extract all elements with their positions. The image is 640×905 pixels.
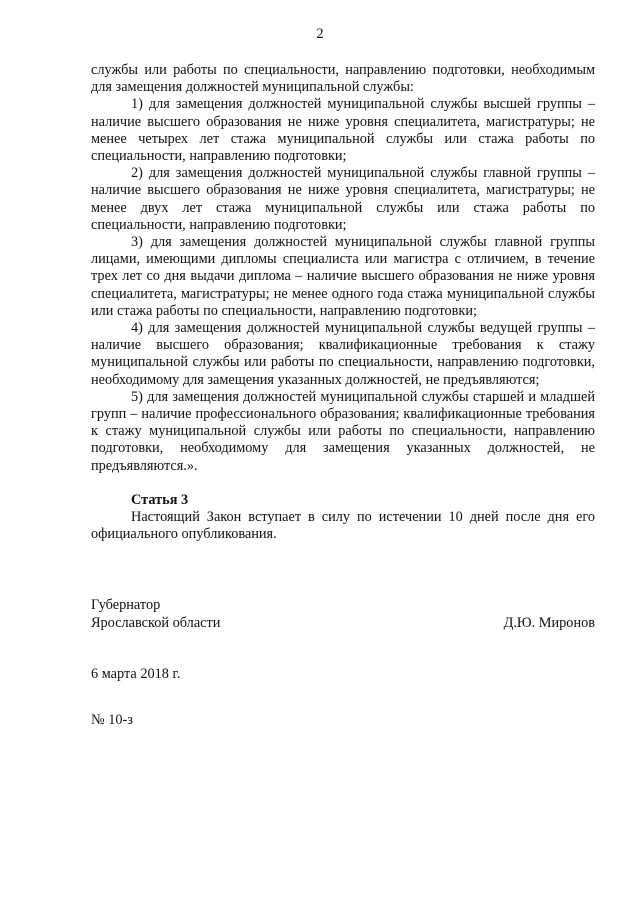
signature-block bbox=[91, 596, 595, 632]
document-body bbox=[91, 62, 595, 543]
signatory-name: Д.Ю. Миронов bbox=[503, 615, 595, 631]
list-item: 1) для замещения должностей муниципальной службы высшей группы – наличие высшего образования не ниже уровня специалитета, магистратуры; не менее четырех лет стажа муниципальной службы или стажа работы по специальности, направлению подготовки; bbox=[91, 96, 595, 165]
signatory-region: Ярославской области bbox=[91, 615, 221, 631]
article-heading: Статья 3 bbox=[131, 491, 189, 508]
list-item: 2) для замещения должностей муниципальной службы главной группы – наличие высшего образования не ниже уровня специалитета, магистратуры; не менее двух лет стажа муниципальной службы или стажа работы по специальности, направлению подготовки; bbox=[91, 165, 595, 233]
list-item: 3) для замещения должностей муниципальной службы главной группы лицами, имеющими дипломы специалиста или магистра с отличием, в течение трех лет со дня выдачи диплома – наличие высшего образования не ниже уровня специалитета, магистратуры; не менее одного года стажа муниципальной службы или стажа работы по специальности, направлению подготовки; bbox=[91, 234, 595, 319]
document-date: 6 марта 2018 г. bbox=[91, 666, 181, 682]
continuation-paragraph: службы или работы по специальности, направлению подготовки, необходимым для замещения должностей муниципальной службы: bbox=[91, 62, 595, 96]
list-item: 5) для замещения должностей муниципальной службы старшей и младшей групп – наличие профессионального образования; квалификационные требования к стажу муниципальной службы или работы по специальности, направлению подготовки, необходимому для замещения указанных должностей, не предъявляются.». bbox=[91, 388, 595, 474]
page-number: 2 bbox=[316, 26, 324, 42]
article-text: Настоящий Закон вступает в силу по истечении 10 дней после дня его официального опубликования. bbox=[91, 509, 595, 543]
law-number: № 10-з bbox=[91, 712, 133, 728]
list-item: 4) для замещения должностей муниципальной службы ведущей группы – наличие высшего образования; квалификационные требования к стажу муниципальной службы или работы по специальности, направлению подготовки, необходимому для замещения указанных должностей, не предъявляются; bbox=[91, 320, 595, 388]
signatory-title: Губернатор bbox=[91, 597, 161, 613]
